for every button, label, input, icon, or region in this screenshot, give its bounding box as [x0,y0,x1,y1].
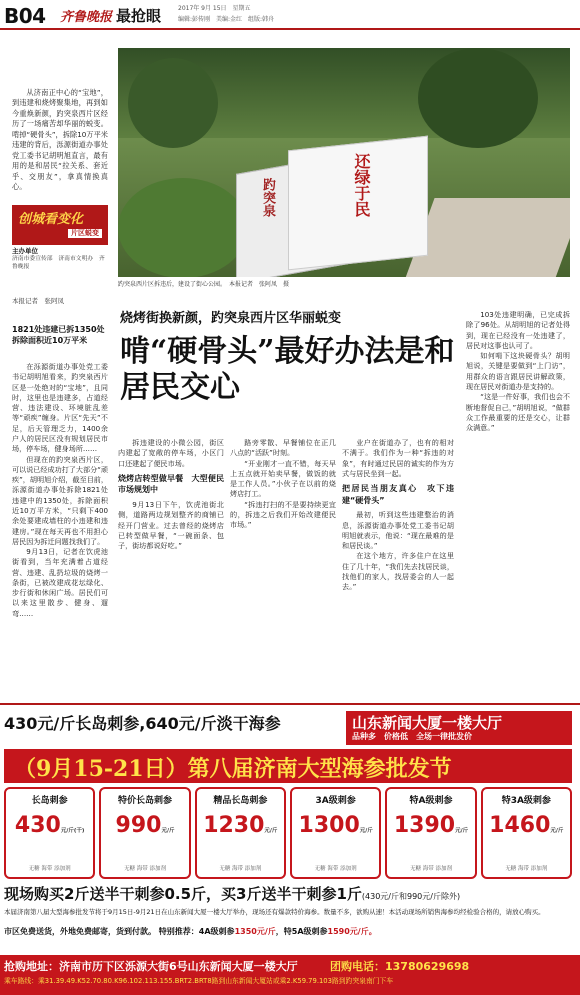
date-line: 2017年 9月 15日 星期五 [178,5,251,12]
paragraph: 103处违建明确，已完成拆除了96处。从胡明旭的记者处得到，现在已经没有一处违建了，居民对这事也认可了。 [466,310,570,350]
section-subhead: 把居民当朋友真心 攻下违建“硬骨头” [342,484,454,505]
paragraph: 在这个地方，许多住户在这里住了几十年，“我们先去找居民谈，找他们的家人，找居委会的人一起去。” [342,551,454,592]
ad-price-headline: 430元/斤长岛刺参,640元/斤淡干海参 [4,714,281,733]
photo-caption: 趵突泉西片区拆违后，建设了街心公园。 本报记者 张阿凤 摄 [118,281,290,288]
price-card-note: 无糖 海带 添加剂 [505,865,548,872]
paper-logo: 齐鲁晚报 [60,10,113,25]
stone-inscription-1: 还绿于民 [352,153,371,217]
paragraph: 9月13日，记者在饮虎池街看到，当年充满着占道经营、违建、乱扔垃圾的烧烤一条街，已被改建成花坛绿化、步行街和休闲广场。居民们可以来这里散步、健身、遛弯…… [12,547,108,618]
price-card [481,787,572,879]
price-card-name: 特3A级刺参 [501,796,551,806]
ad-bus-routes: 乘车路线：乘31.39.49.K52.70.80.K96.102.113.155.BRT2.BRT8路到山东新闻大厦站或乘2.K59.79.103路到趵突泉南门下车 [4,977,394,985]
price-card-note: 无糖 海带 添加剂 [314,865,357,872]
paragraph: 拆违建设的小微公园，街区内建起了宽敞的停车场，小区门口还建起了便民市场。 [118,438,224,468]
section-subhead: 烧烤店转型做早餐 大型便民市场规划中 [118,473,224,495]
ad-festival-banner [4,749,572,783]
ad-address: 抢购地址：济南市历下区泺源大街6号山东新闻大厦一楼大厅 [4,960,298,973]
ad-venue-box [346,711,572,745]
series-title: 创城看变化 [18,212,84,227]
price-card-note: 无糖 海带 添加剂 [28,865,71,872]
price-card-value: 990元/斤 [115,813,175,839]
stone-inscription-2: 趵突泉 [260,178,275,217]
ad-promo-note: (430元/斤和990元/斤除外) [361,892,461,901]
ad-festival-title: （9月15-21日）第八届济南大型海参批发节 [14,756,452,782]
kicker-text: 1821处违建已拆1350处 拆除面积近10万平米 [12,325,113,346]
series-brand [12,205,108,245]
article-column-1 [12,362,108,698]
price-card-note: 无糖 海带 添加剂 [123,865,166,872]
reporter-byline: 本报记者 张阿凤 [12,297,64,305]
paragraph: 业户在街道办了，也有的相对不满于。我们作为一种“拆违的对象”，有时通过民居的诚实的作为方式与居民坐到一起。 [342,438,454,478]
intro-text: 从济南正中心的“宝地”，到违建和烧烤聚集地，再到如今重焕新颜，趵突泉西片区经历了一场痛苦却华丽的蜕变。啃掉“硬骨头”，拆除10万平米违建的背后，泺源街道办事处党工委书记胡明旭直言，最有用的是和居民“拉关系、套近乎、交朋友”，拿真情换真心。 [12,88,108,191]
price-card-name: 精品长岛刺参 [213,796,268,806]
page-header [0,0,580,30]
paragraph: “这是一件好事，我们也会不断地督促自己，”胡明旭说，“做群众工作最重要的还是交心，让群众满意。” [466,392,570,433]
ad-footer [0,955,580,995]
ad-promo: 现场购买2斤送半干刺参0.5斤，买3斤送半干刺参1斤(430元/斤和990元/斤除外) [4,885,461,903]
article-column-5 [466,310,570,698]
price-card [385,787,476,879]
article-column-3 [230,438,336,698]
price-card [195,787,286,879]
photo-tree [418,48,538,148]
ad-venue-sub: 品种多 价格低 全场一律批发价 [352,732,472,741]
price-card-value: 1230元/斤 [203,813,278,839]
price-card [99,787,190,879]
price-card-name: 3A级刺参 [315,796,356,806]
series-tag: 片区蜕变 [68,229,102,238]
headline: 啃“硬骨头”最好办法是和居民交心 [120,334,455,405]
price-card-note: 无糖 海带 添加剂 [409,865,452,872]
paragraph: 但现在的趵突泉西片区，可以说已经成功打了大部分“顽疾”，胡明旭介绍，截至目前，泺源街道办事处拆除1821处违建中的1350处，拆除面积近10万平方米，“只剩下400余处要建成墙柱的小违建和违建房。”现在每天再也不用担心居民因为拆迁问题找我们了。 [12,454,108,546]
column-name: 最抢眼 [116,7,162,25]
price-card-note: 无糖 海带 添加剂 [219,865,262,872]
price-card-name: 特A级刺参 [409,796,453,806]
sponsor-block [12,247,108,271]
article-column-2 [118,438,224,698]
news-photo [118,48,570,277]
price-card-value: 1300元/斤 [298,813,373,839]
price-card [4,787,95,879]
paragraph: “开业刚才一直不错，每天早上五点就开始卖早餐，做饭的就是工作人员。”小伙子在以前的烧烤店打工。 [230,458,336,499]
sea-cucumber-advertisement [0,703,580,995]
paragraph: 9月13日下午，饮虎池街北侧，道路两边规划整齐的商铺已经开门营业。过去曾经的烧烤店已转型做早餐，“一碗面条、包子，街坊都说好吃。” [118,500,224,551]
ad-price-cards [4,787,572,879]
price-card-name: 特价长岛刺参 [117,796,172,806]
price-card [290,787,381,879]
sponsor-title: 主办单位 [12,247,38,255]
photo-tree [128,58,218,148]
ad-phone: 团购电话：13780629698 [330,960,470,973]
paragraph: 最初，听到这些违建整治的消息，泺源街道办事处党工委书记胡明旭就表示，他说：“现在最难的是和居民谈。” [342,510,454,551]
price-card-name: 长岛刺参 [31,796,68,806]
ad-venue-title: 山东新闻大厦一楼大厅 [352,714,503,732]
sponsor-list: 济南市委宣传部 济南市文明办 齐鲁晚报 [12,255,105,270]
subheadline: 烧烤街换新颜，趵突泉西片区华丽蜕变 [120,311,342,326]
paragraph: 在泺源街道办事处党工委书记胡明旭看来，趵突泉西片区是一处绝对的“宝地”，且同时，这里也是违建多，占道经营、违法建设、环境脏乱差等“顽疾”缠身。片区“先天”不足，后天管理乏力，1400余户人的居民区没有规划居民市场，停车场，健身场所…… [12,362,108,454]
paragraph: “拆违打扫的不是要持续更宜的，拆违之后我们开始改建便民市场。” [230,499,336,530]
price-card-value: 430元/斤(干) [14,813,85,839]
article-column-4 [342,438,454,698]
paragraph: 如何啃下这块硬骨头？胡明旭说，关键是要做到“上门访”，用群众的语言跟居民讲解政策，现在居民对街道办是支持的。 [466,351,570,391]
price-card-value: 1460元/斤 [489,813,564,839]
page-number: B04 [4,4,46,28]
photo-shrub [118,178,248,277]
paragraph: 路旁零散、早餐铺位在正几八点的“活跃”时刻。 [230,438,336,458]
ad-delivery-line: 市区免费送货，外地免费邮寄，货到付款。 特别推荐：4A级刺参1350元/斤，特5A级刺参1590元/斤。 [4,927,377,936]
price-card-value: 1390元/斤 [393,813,469,839]
ad-fine-print: 本届济南第八届大型海参批发节将于9月15日-9月21日在山东新闻大厦一楼大厅举办，现场还有爆款特价海参。数量不多，欲购从速！本活动现场所销售海参均经检验合格的，请放心购买。 [4,908,545,916]
editors-line: 编辑:彭传刚 美编:金红 组版:韩舟 [178,16,275,23]
photo-walkway [405,198,570,277]
